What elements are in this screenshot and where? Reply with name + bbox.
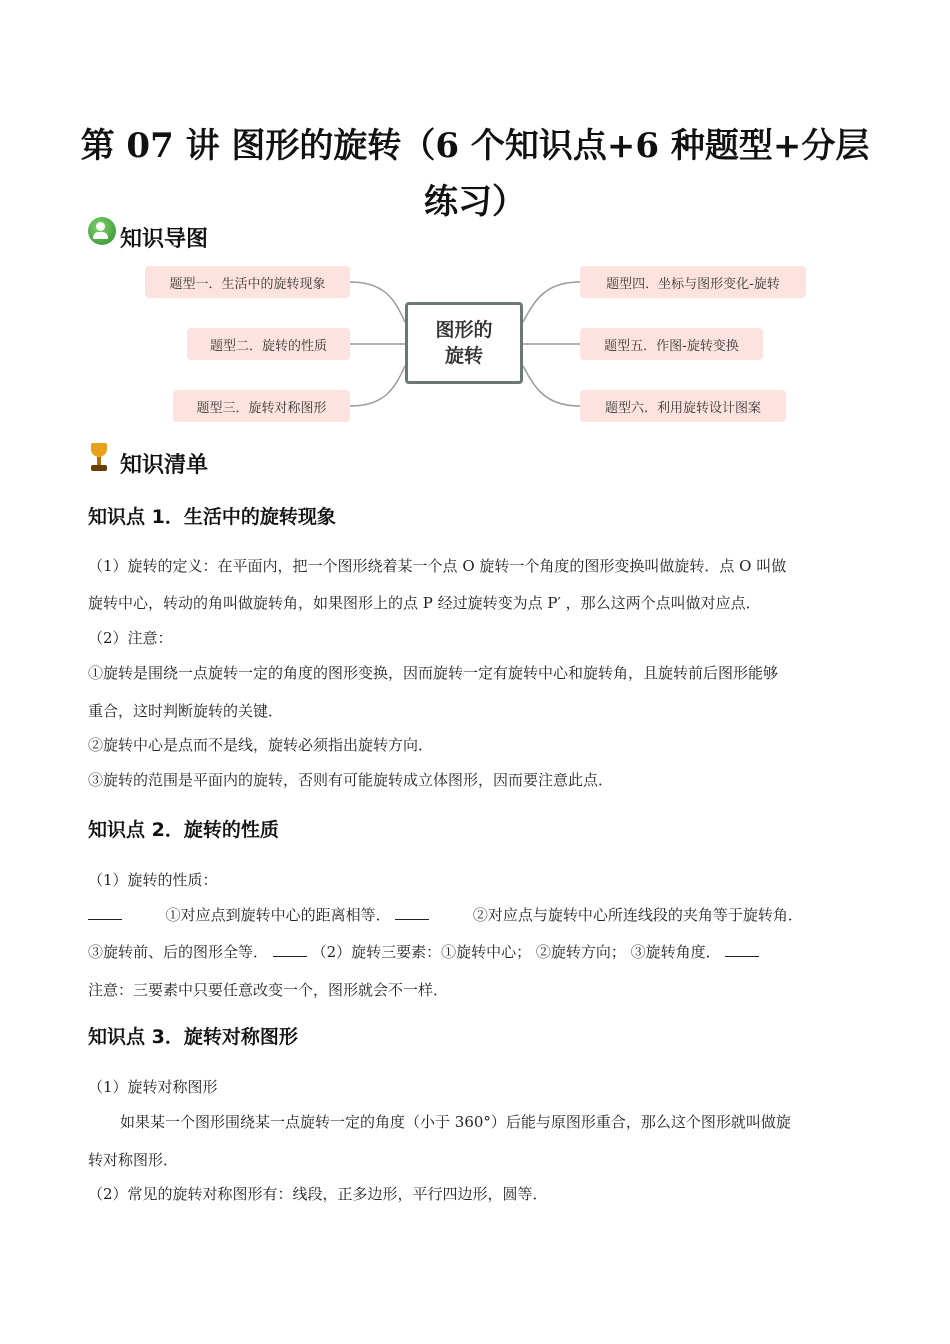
blank-line bbox=[273, 944, 307, 957]
blank-line bbox=[725, 944, 759, 957]
blank-line bbox=[395, 907, 429, 920]
kp2-three-elements: （2）旋转三要素：①旋转中心； ②旋转方向； ③旋转角度． bbox=[311, 943, 721, 961]
kp1-line-3: （2）注意： bbox=[88, 629, 173, 647]
title-line-2: 练习） bbox=[424, 182, 526, 222]
kp3-line-4: （2）常见的旋转对称图形有：线段，正多边形，平行四边形，圆等． bbox=[88, 1185, 548, 1203]
connector-right-3 bbox=[523, 366, 580, 406]
kp2-property-3: ③旋转前、后的图形全等． bbox=[88, 943, 269, 961]
blank-line bbox=[88, 907, 122, 920]
mindmap-node-type-2: 题型二．旋转的性质 bbox=[187, 328, 350, 360]
kp1-line-2: 旋转中心，转动的角叫做旋转角，如果图形上的点 P 经过旋转变为点 P′ ，那么这两个点叫做对应点． bbox=[88, 594, 761, 612]
connector-left-3 bbox=[350, 366, 405, 406]
mindmap-node-type-5: 题型五．作图-旋转变换 bbox=[580, 328, 763, 360]
kp2-line-2 bbox=[88, 904, 803, 925]
kp1-line-1: （1）旋转的定义：在平面内，把一个图形绕着某一个点 O 旋转一个角度的图形变换叫做旋转．点 O 叫做 bbox=[88, 557, 787, 575]
title-line-1: 第 07 讲 图形的旋转（6 个知识点+6 种题型+分层 bbox=[80, 126, 870, 166]
knowledge-list-heading bbox=[88, 448, 208, 479]
knowledge-point-2-heading: 知识点 2．旋转的性质 bbox=[88, 819, 279, 841]
kp2-line-1: （1）旋转的性质： bbox=[88, 871, 218, 889]
connector-left-1 bbox=[350, 282, 405, 322]
connector-right-1 bbox=[523, 282, 580, 322]
kp2-property-1: ①对应点到旋转中心的距离相等． bbox=[165, 906, 391, 924]
kp1-line-4: ①旋转是围绕一点旋转一定的角度的图形变换，因而旋转一定有旋转中心和旋转角，且旋转前后图形能够 bbox=[88, 664, 779, 682]
kp3-line-2: 如果某一个图形围绕某一点旋转一定的角度（小于 360°）后能与原图形重合，那么这个图形就叫做旋 bbox=[120, 1113, 791, 1131]
kp2-property-2: ②对应点与旋转中心所连线段的夹角等于旋转角． bbox=[472, 906, 803, 924]
mindmap-node-type-6: 题型六．利用旋转设计图案 bbox=[580, 390, 786, 422]
kp3-line-1: （1）旋转对称图形 bbox=[88, 1078, 218, 1096]
kp1-line-7: ③旋转的范围是平面内的旋转，否则有可能旋转成立体图形，因而要注意此点． bbox=[88, 771, 614, 789]
trophy-icon bbox=[88, 443, 110, 473]
knowledge-list-heading-text: 知识清单 bbox=[120, 453, 209, 478]
knowledge-point-1-heading: 知识点 1．生活中的旋转现象 bbox=[88, 506, 336, 528]
mindmap-node-type-1: 题型一．生活中的旋转现象 bbox=[145, 266, 350, 298]
mindmap-node-type-4: 题型四．坐标与图形变化-旋转 bbox=[580, 266, 806, 298]
kp1-line-6: ②旋转中心是点而不是线，旋转必须指出旋转方向． bbox=[88, 736, 434, 754]
mindmap-center-node: 图形的旋转 bbox=[405, 302, 523, 384]
kp2-line-3 bbox=[88, 941, 759, 962]
kp3-line-3: 转对称图形． bbox=[88, 1151, 179, 1169]
kp1-line-5: 重合，这时判断旋转的关键． bbox=[88, 702, 284, 720]
mindmap-node-type-3: 题型三．旋转对称图形 bbox=[173, 390, 350, 422]
mindmap-heading-text: 知识导图 bbox=[120, 227, 209, 252]
kp2-line-4: 注意：三要素中只要任意改变一个，图形就会不一样． bbox=[88, 981, 449, 999]
knowledge-point-3-heading: 知识点 3．旋转对称图形 bbox=[88, 1026, 298, 1048]
